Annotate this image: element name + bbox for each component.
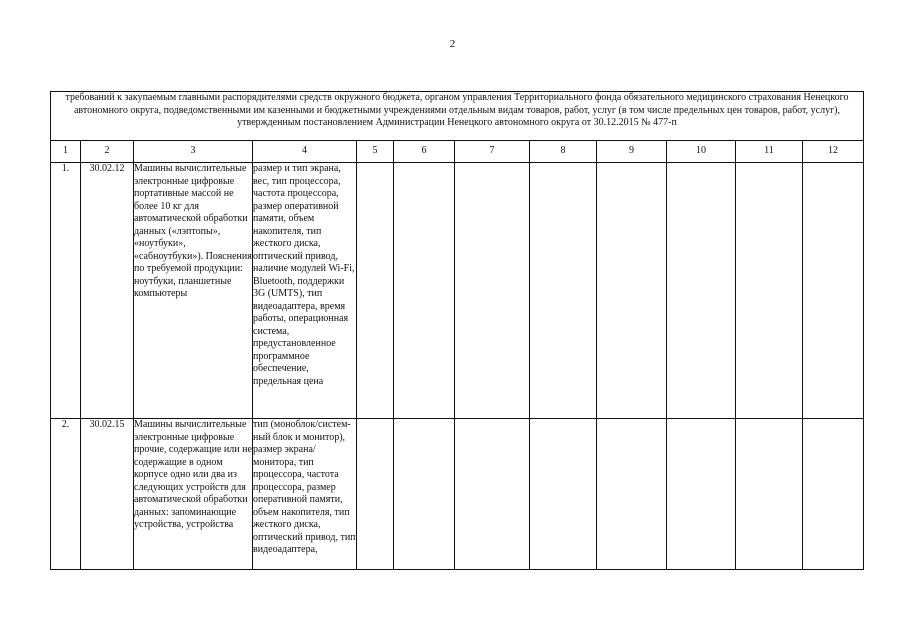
empty-cell xyxy=(803,419,864,570)
okpd-code: 30.02.12 xyxy=(81,163,134,419)
column-number: 7 xyxy=(455,141,530,163)
okpd-code: 30.02.15 xyxy=(81,419,134,570)
column-number: 6 xyxy=(394,141,455,163)
empty-cell xyxy=(597,163,667,419)
column-number: 1 xyxy=(51,141,81,163)
table-header-row xyxy=(51,92,864,141)
product-characteristics: размер и тип экрана, вес, тип процессора, частота процессора, размер оперативной памяти, объем накопителя, тип жесткого диска, оптический привод, наличие модулей Wi-Fi, Bluetooth, поддержки 3G (UMTS), тип видеоадаптера, время работы, операционная система, предустановленное программное обеспечение, предельная цена xyxy=(253,163,357,419)
column-number: 11 xyxy=(736,141,803,163)
column-number: 10 xyxy=(667,141,736,163)
empty-cell xyxy=(357,419,394,570)
empty-cell xyxy=(736,163,803,419)
product-characteristics: тип (моноблок/систем-ный блок и монитор), размер экрана/монитора, тип процессора, частота процессора, размер оперативной памяти, объем накопителя, тип жесткого диска, оптический привод, тип видеоадаптера, xyxy=(253,419,357,570)
empty-cell xyxy=(667,419,736,570)
row-number: 2. xyxy=(51,419,81,570)
empty-cell xyxy=(455,419,530,570)
empty-cell xyxy=(455,163,530,419)
empty-cell xyxy=(357,163,394,419)
table-row xyxy=(51,419,864,570)
empty-cell xyxy=(530,163,597,419)
empty-cell xyxy=(597,419,667,570)
empty-cell xyxy=(736,419,803,570)
page-number: 2 xyxy=(449,38,456,50)
empty-cell xyxy=(394,163,455,419)
column-number: 4 xyxy=(253,141,357,163)
column-number: 12 xyxy=(803,141,864,163)
empty-cell xyxy=(530,419,597,570)
empty-cell xyxy=(803,163,864,419)
empty-cell xyxy=(394,419,455,570)
column-number: 8 xyxy=(530,141,597,163)
column-number: 3 xyxy=(134,141,253,163)
product-name: Машины вычислительные электронные цифровые портативные массой не более 10 кг для автоматической обработки данных («лэптопы», «ноутбуки», «сабноутбуки»). Пояснения по требуемой продукции: ноутбуки, планшетные компьютеры xyxy=(134,163,253,419)
row-number: 1. xyxy=(51,163,81,419)
product-name: Машины вычислительные электронные цифровые прочие, содержащие или не содержащие в одном корпусе одно или два из следующих устройств для автоматической обработки данных: запоминающие устройства, устройства xyxy=(134,419,253,570)
empty-cell xyxy=(667,163,736,419)
requirements-table xyxy=(50,91,864,570)
table-row xyxy=(51,163,864,419)
column-number: 2 xyxy=(81,141,134,163)
column-number: 9 xyxy=(597,141,667,163)
table-header-text: требований к закупаемым главными распорядителями средств окружного бюджета, органом управления Территориального фонда обязательного медицинского страхования Ненецкого автономного округа, подведомственными им казенными и бюджетными учреждениями отдельным видам товаров, работ, услуг (в том числе предельных цен товаров, работ, услуг), утвержденным постановлением Администрации Ненецкого автономного округа от 30.12.2015 № 477-п xyxy=(51,92,864,141)
column-number: 5 xyxy=(357,141,394,163)
column-number-row xyxy=(51,141,864,163)
